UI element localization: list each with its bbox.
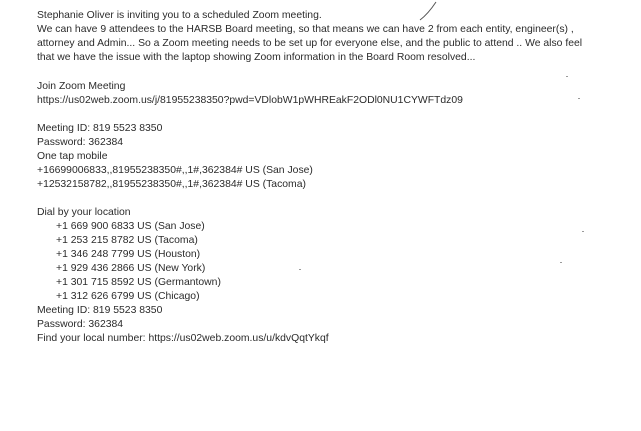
dial-number: +1 253 215 8782 US (Tacoma) [56,235,198,246]
invite-line: Stephanie Oliver is inviting you to a scheduled Zoom meeting. [37,10,322,21]
password: Password: 362384 [37,319,124,330]
join-heading: Join Zoom Meeting [37,81,126,92]
password: Password: 362384 [37,137,124,148]
scan-speck [578,98,580,99]
meeting-id: Meeting ID: 819 5523 8350 [37,305,163,316]
one-tap-heading: One tap mobile [37,151,108,162]
local-number-line: Find your local number: https://us02web.zoom.us/u/kdvQqtYkqf [37,333,329,344]
note-line: We can have 9 attendees to the HARSB Board meeting, so that means we can have 2 from each entity, engineer(s) , [37,24,574,35]
dial-number: +1 301 715 8592 US (Germantown) [56,277,221,288]
one-tap-number: +12532158782,,81955238350#,,1#,362384# US (Tacoma) [37,179,306,190]
dial-number: +1 669 900 6833 US (San Jose) [56,221,205,232]
join-url: https://us02web.zoom.us/j/81955238350?pwd=VDlobW1pWHREakF2ODl0NU1CYWFTdz09 [37,95,463,106]
dial-number: +1 929 436 2866 US (New York) [56,263,206,274]
scan-speck [299,269,301,270]
pen-mark [418,0,442,22]
scan-speck [560,262,562,263]
dial-number: +1 346 248 7799 US (Houston) [56,249,201,260]
note-line: attorney and Admin... So a Zoom meeting needs to be set up for everyone else, and the public to attend .. We also feel [37,38,583,49]
scan-speck [582,231,584,232]
one-tap-number: +16699006833,,81955238350#,,1#,362384# US (San Jose) [37,165,313,176]
dial-heading: Dial by your location [37,207,131,218]
meeting-id: Meeting ID: 819 5523 8350 [37,123,163,134]
scan-speck [566,76,568,77]
dial-number: +1 312 626 6799 US (Chicago) [56,291,200,302]
note-line: that we have the issue with the laptop showing Zoom information in the Board Room resolved... [37,52,476,63]
